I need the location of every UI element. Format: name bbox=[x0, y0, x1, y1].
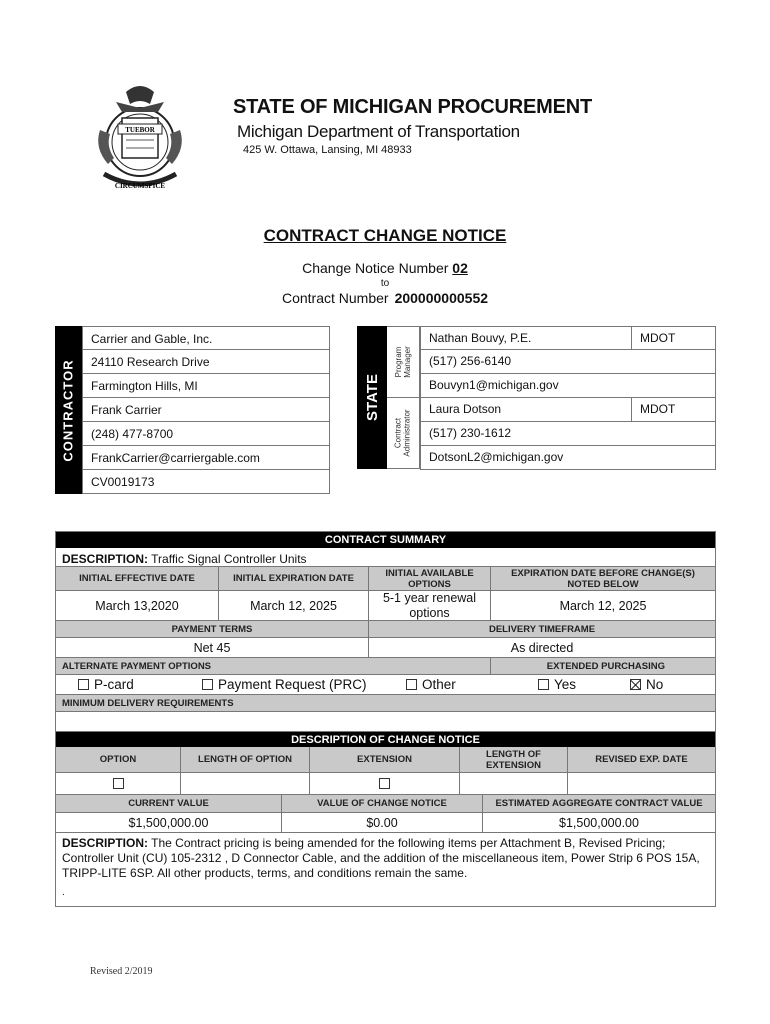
change-description-bar: DESCRIPTION OF CHANGE NOTICE bbox=[56, 731, 715, 747]
program-manager-label: Program Manager bbox=[387, 326, 420, 398]
initial-options: 5-1 year renewal options bbox=[368, 591, 490, 620]
minimum-delivery-header: MINIMUM DELIVERY REQUIREMENTS bbox=[56, 695, 715, 711]
contract-number: Contract Number 200000000552 bbox=[281, 290, 489, 306]
ca-email: DotsonL2@michigan.gov bbox=[420, 446, 716, 470]
extension-header: EXTENSION bbox=[309, 747, 459, 772]
contractor-city: Farmington Hills, MI bbox=[82, 374, 330, 398]
delivery-timeframe-header: DELIVERY TIMEFRAME bbox=[368, 621, 715, 637]
contractor-info bbox=[82, 326, 330, 494]
pcard-checkbox[interactable] bbox=[78, 679, 89, 690]
option-cell[interactable] bbox=[56, 773, 180, 794]
contract-summary-bar: CONTRACT SUMMARY bbox=[56, 532, 715, 548]
contractor-phone: (248) 477-8700 bbox=[82, 422, 330, 446]
trail-mark: . bbox=[62, 887, 65, 898]
no-checkbox-checked[interactable] bbox=[630, 679, 641, 690]
ca-org: MDOT bbox=[631, 398, 717, 421]
state-info bbox=[420, 326, 716, 470]
extended-no-option[interactable]: No bbox=[586, 677, 663, 692]
current-value: $1,500,000.00 bbox=[128, 815, 209, 830]
payment-terms: Net 45 bbox=[193, 640, 231, 655]
contractor-side-label: CONTRACTOR bbox=[55, 326, 82, 494]
other-checkbox[interactable] bbox=[406, 679, 417, 690]
page-title: STATE OF MICHIGAN PROCUREMENT bbox=[233, 96, 593, 118]
ca-phone: (517) 230-1612 bbox=[420, 422, 716, 446]
revised-date: Revised 2/2019 bbox=[90, 966, 153, 977]
pm-org: MDOT bbox=[631, 327, 717, 349]
yes-checkbox[interactable] bbox=[538, 679, 549, 690]
department-name: Michigan Department of Transportation bbox=[237, 122, 520, 141]
alternate-payment-header: ALTERNATE PAYMENT OPTIONS bbox=[56, 658, 490, 674]
option-checkbox[interactable] bbox=[113, 778, 124, 789]
contractor-company: Carrier and Gable, Inc. bbox=[82, 326, 330, 350]
department-address: 425 W. Ottawa, Lansing, MI 48933 bbox=[243, 144, 412, 156]
initial-expiration-date-header: INITIAL EXPIRATION DATE bbox=[218, 567, 368, 590]
contractor-vendor-id: CV0019173 bbox=[82, 470, 330, 494]
extension-cell[interactable] bbox=[309, 773, 459, 794]
expiration-before-change: March 12, 2025 bbox=[490, 591, 715, 620]
svg-text:CIRCUMSPICE: CIRCUMSPICE bbox=[114, 182, 166, 190]
contractor-email: FrankCarrier@carriergable.com bbox=[82, 446, 330, 470]
initial-options-header: INITIAL AVAILABLE OPTIONS bbox=[368, 567, 490, 590]
ca-name-row: Laura Dotson MDOT bbox=[420, 398, 716, 422]
extended-purchasing-header: EXTENDED PURCHASING bbox=[490, 658, 715, 674]
initial-expiration-date: March 12, 2025 bbox=[218, 591, 368, 620]
length-of-option-header: LENGTH OF OPTION bbox=[180, 747, 309, 772]
length-of-extension-value bbox=[459, 773, 567, 794]
current-value-header: CURRENT VALUE bbox=[56, 795, 281, 812]
state-side-label: STATE bbox=[357, 326, 387, 469]
revised-exp-date-header: REVISED EXP. DATE bbox=[567, 747, 715, 772]
contractor-contact: Frank Carrier bbox=[82, 398, 330, 422]
delivery-timeframe: As directed bbox=[368, 638, 715, 657]
pm-email: Bouvyn1@michigan.gov bbox=[420, 374, 716, 398]
minimum-delivery-value bbox=[56, 711, 715, 731]
length-of-option-value bbox=[180, 773, 309, 794]
change-value-header: VALUE OF CHANGE NOTICE bbox=[281, 795, 482, 812]
aggregate-value-header: ESTIMATED AGGREGATE CONTRACT VALUE bbox=[482, 795, 715, 812]
revised-exp-date-value bbox=[567, 773, 715, 794]
length-of-extension-header: LENGTH OF EXTENSION bbox=[459, 747, 567, 772]
initial-effective-date-header: INITIAL EFFECTIVE DATE bbox=[56, 567, 218, 590]
pm-phone: (517) 256-6140 bbox=[420, 350, 716, 374]
prc-checkbox[interactable] bbox=[202, 679, 213, 690]
to-label: to bbox=[380, 278, 390, 289]
initial-effective-date: March 13,2020 bbox=[95, 598, 179, 613]
expiration-before-change-header: EXPIRATION DATE BEFORE CHANGE(S) NOTED BELOW bbox=[490, 567, 715, 590]
change-notice-number: Change Notice Number 02 bbox=[302, 260, 468, 276]
pm-name-row: Nathan Bouvy, P.E. MDOT bbox=[420, 326, 716, 350]
summary-description: DESCRIPTION: Traffic Signal Controller Units bbox=[62, 552, 307, 566]
pcard-option[interactable]: P-card bbox=[56, 677, 180, 692]
contract-summary-table bbox=[55, 531, 716, 907]
payment-terms-header: PAYMENT TERMS bbox=[56, 621, 368, 637]
change-value: $0.00 bbox=[281, 813, 482, 832]
option-header: OPTION bbox=[56, 747, 180, 772]
prc-option[interactable]: Payment Request (PRC) bbox=[180, 677, 386, 692]
other-option[interactable]: Other bbox=[386, 677, 456, 692]
aggregate-value: $1,500,000.00 bbox=[482, 813, 715, 832]
contractor-street: 24110 Research Drive bbox=[82, 350, 330, 374]
notice-title: CONTRACT CHANGE NOTICE bbox=[263, 226, 507, 245]
svg-text:TUEBOR: TUEBOR bbox=[125, 126, 155, 134]
extension-checkbox[interactable] bbox=[379, 778, 390, 789]
state-seal-logo bbox=[86, 78, 194, 196]
contract-administrator-label: Contract Administrator bbox=[387, 397, 420, 469]
extended-yes-option[interactable]: Yes bbox=[490, 677, 586, 692]
change-description: DESCRIPTION: The Contract pricing is being amended for the following items per Attachment B, Revised Pricing; Controller Unit (CU) 105-2312 , D Connector Cable, and the addition of the miscellaneous item, Power Strip 6 POS 15A, TRIPP-LITE 6SP. All other products, terms, and conditions remain the same. . bbox=[56, 832, 715, 906]
